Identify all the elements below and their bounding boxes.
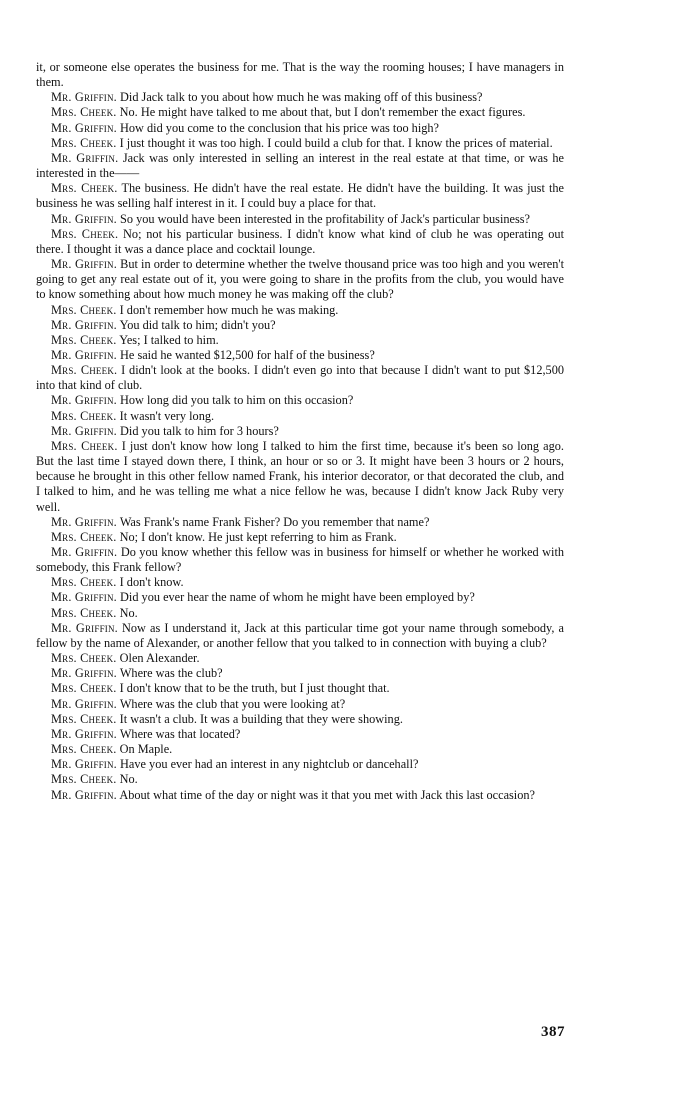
transcript-paragraph: [36, 530, 564, 545]
paragraph-text: You did talk to him; didn't you?: [119, 317, 276, 332]
speaker-label: Mr. Griffin.: [51, 620, 118, 635]
speaker-label: Mrs. Cheek.: [51, 711, 117, 726]
transcript-paragraph: [36, 545, 564, 575]
transcript-paragraph: [36, 712, 564, 727]
speaker-label: Mrs. Cheek.: [51, 651, 117, 666]
speaker-label: Mr. Griffin.: [51, 757, 117, 772]
speaker-label: Mr. Griffin.: [51, 257, 117, 272]
paragraph-text: How did you come to the conclusion that his price was too high?: [120, 120, 440, 135]
paragraph-text: Was Frank's name Frank Fisher? Do you remember that name?: [119, 514, 430, 529]
speaker-label: Mrs. Cheek.: [51, 529, 117, 544]
transcript-paragraph: [36, 409, 564, 424]
transcript-paragraph: [36, 393, 564, 408]
paragraph-text: No.: [119, 772, 138, 787]
speaker-label: Mr. Griffin.: [51, 726, 117, 741]
transcript-paragraph: [36, 788, 564, 803]
paragraph-text: Now as I understand it, Jack at this particular time got your name through somebody, a fellow by the name of Alexander, or another fellow that you talked to in connection with buying a club?: [36, 620, 565, 650]
speaker-label: Mrs. Cheek.: [51, 408, 117, 423]
speaker-label: Mr. Griffin.: [51, 90, 117, 105]
speaker-label: Mrs. Cheek.: [51, 302, 117, 317]
transcript-paragraph: [36, 181, 564, 211]
paragraph-text: Jack was only interested in selling an interest in the real estate at that time, or was he interested in the——: [36, 150, 564, 181]
paragraph-text: I didn't look at the books. I didn't even go into that because I didn't want to put $12,500 into that kind of club.: [36, 363, 564, 393]
transcript-paragraph: [36, 681, 564, 696]
paragraph-text: Did you talk to him for 3 hours?: [120, 423, 279, 438]
transcript-paragraph: [36, 348, 564, 363]
speaker-label: Mr. Griffin.: [51, 787, 117, 802]
transcript-paragraph: [36, 515, 564, 530]
paragraph-text: Where was that located?: [119, 726, 241, 741]
transcript-paragraph: [36, 621, 564, 651]
speaker-label: Mr. Griffin.: [51, 347, 117, 362]
speaker-label: Mr. Griffin.: [51, 393, 117, 408]
paragraph-text: Where was the club that you were looking at?: [119, 696, 346, 711]
paragraph-text: I don't know.: [119, 575, 184, 590]
transcript-paragraph: [36, 727, 564, 742]
speaker-label: Mrs. Cheek.: [51, 772, 117, 787]
paragraph-text: No.: [119, 605, 138, 620]
speaker-label: Mrs. Cheek.: [51, 181, 118, 196]
speaker-label: Mrs. Cheek.: [51, 363, 118, 378]
transcript-paragraph: [36, 212, 564, 227]
speaker-label: Mr. Griffin.: [51, 150, 119, 165]
transcript-paragraph: [36, 151, 564, 181]
paragraph-text: The business. He didn't have the real estate. He didn't have the building. It was just the business he was selling half interest in it. I could buy a place for that.: [36, 181, 564, 211]
transcript-paragraph: [36, 424, 564, 439]
transcript-paragraph: [36, 439, 564, 515]
paragraph-text: it, or someone else operates the business for me. That is the way the rooming houses; I have managers in them.: [36, 60, 564, 90]
paragraph-text: Do you know whether this fellow was in business for himself or whether he worked with somebody, this Frank fellow?: [36, 545, 565, 575]
speaker-label: Mr. Griffin.: [51, 211, 117, 226]
paragraph-text: I don't remember how much he was making.: [119, 302, 339, 317]
paragraph-text: How long did you talk to him on this occasion?: [120, 393, 354, 408]
transcript-paragraph: [36, 590, 564, 605]
speaker-label: Mrs. Cheek.: [51, 332, 117, 347]
paragraph-text: Where was the club?: [119, 666, 223, 681]
paragraph-text: So you would have been interested in the profitability of Jack's particular business?: [120, 211, 530, 226]
transcript-paragraph: [36, 333, 564, 348]
transcript-paragraph: [36, 575, 564, 590]
speaker-label: Mr. Griffin.: [51, 590, 117, 605]
speaker-label: Mr. Griffin.: [51, 317, 117, 332]
paragraph-text: No; I don't know. He just kept referring to him as Frank.: [119, 529, 397, 544]
speaker-label: Mrs. Cheek.: [51, 135, 117, 150]
paragraph-text: No; not his particular business. I didn't know what kind of club he was operating out there. I thought it was a dance place and cocktail lounge.: [36, 226, 564, 256]
paragraph-text: Did you ever hear the name of whom he might have been employed by?: [120, 590, 475, 605]
paragraph-text: I just don't know how long I talked to him the first time, because it's been so long ago. But the last time I stayed down there, I think, an hour or so or 3. It might have been 3 hours or 2 hours, because he brought in this other fellow named Frank, his interior decorator, or that decorated the club, and I talked to him, and he was telling me what a nice fellow he was, because I didn't know Jack Ruby very well.: [36, 438, 565, 514]
paragraph-text: He said he wanted $12,500 for half of the business?: [120, 347, 375, 362]
paragraph-text: It wasn't a club. It was a building that they were showing.: [119, 711, 403, 726]
transcript-paragraph: [36, 257, 564, 302]
speaker-label: Mrs. Cheek.: [51, 742, 117, 757]
transcript-paragraph: [36, 303, 564, 318]
paragraph-text: It wasn't very long.: [119, 408, 215, 423]
paragraph-text: I just thought it was too high. I could build a club for that. I know the prices of material.: [119, 135, 553, 150]
paragraph-text: I don't know that to be the truth, but I just thought that.: [119, 681, 390, 696]
transcript-page: [36, 60, 564, 803]
transcript-paragraph: [36, 121, 564, 136]
speaker-label: Mr. Griffin.: [51, 545, 118, 559]
transcript-paragraph: [36, 697, 564, 712]
paragraph-text: Have you ever had an interest in any nightclub or dancehall?: [120, 757, 419, 772]
transcript-paragraph: [36, 105, 564, 120]
speaker-label: Mrs. Cheek.: [51, 438, 118, 453]
transcript-paragraph: [36, 363, 564, 393]
speaker-label: Mrs. Cheek.: [51, 605, 117, 620]
transcript-paragraph: [36, 136, 564, 151]
transcript-paragraph: [36, 227, 564, 257]
speaker-label: Mr. Griffin.: [51, 514, 117, 529]
speaker-label: Mrs. Cheek.: [51, 226, 119, 241]
speaker-label: Mr. Griffin.: [51, 696, 117, 711]
speaker-label: Mr. Griffin.: [51, 423, 117, 438]
speaker-label: Mr. Griffin.: [51, 120, 117, 135]
transcript-paragraph: [36, 772, 564, 787]
transcript-paragraph: [36, 60, 564, 90]
speaker-label: Mrs. Cheek.: [51, 105, 117, 120]
speaker-label: Mr. Griffin.: [51, 666, 117, 681]
transcript-paragraph: [36, 318, 564, 333]
paragraph-text: On Maple.: [119, 742, 173, 757]
transcript-paragraph: [36, 742, 564, 757]
speaker-label: Mrs. Cheek.: [51, 681, 117, 696]
transcript-paragraph: [36, 606, 564, 621]
page-number: 387: [541, 1024, 565, 1040]
paragraph-text: About what time of the day or night was it that you met with Jack this last occasion?: [119, 787, 535, 802]
speaker-label: Mrs. Cheek.: [51, 575, 117, 590]
paragraph-text: Yes; I talked to him.: [119, 332, 219, 347]
paragraph-text: No. He might have talked to me about that, but I don't remember the exact figures.: [119, 105, 526, 120]
transcript-paragraph: [36, 90, 564, 105]
transcript-paragraph: [36, 666, 564, 681]
paragraph-text: But in order to determine whether the twelve thousand price was too high and you weren't going to get any real estate out of it, you were going to share in the profits from the club, you would have to know something about how much money he was making off the club?: [36, 257, 564, 302]
paragraph-text: Did Jack talk to you about how much he was making off of this business?: [120, 90, 483, 105]
transcript-paragraph: [36, 651, 564, 666]
transcript-paragraph: [36, 757, 564, 772]
paragraph-text: Olen Alexander.: [119, 651, 200, 666]
